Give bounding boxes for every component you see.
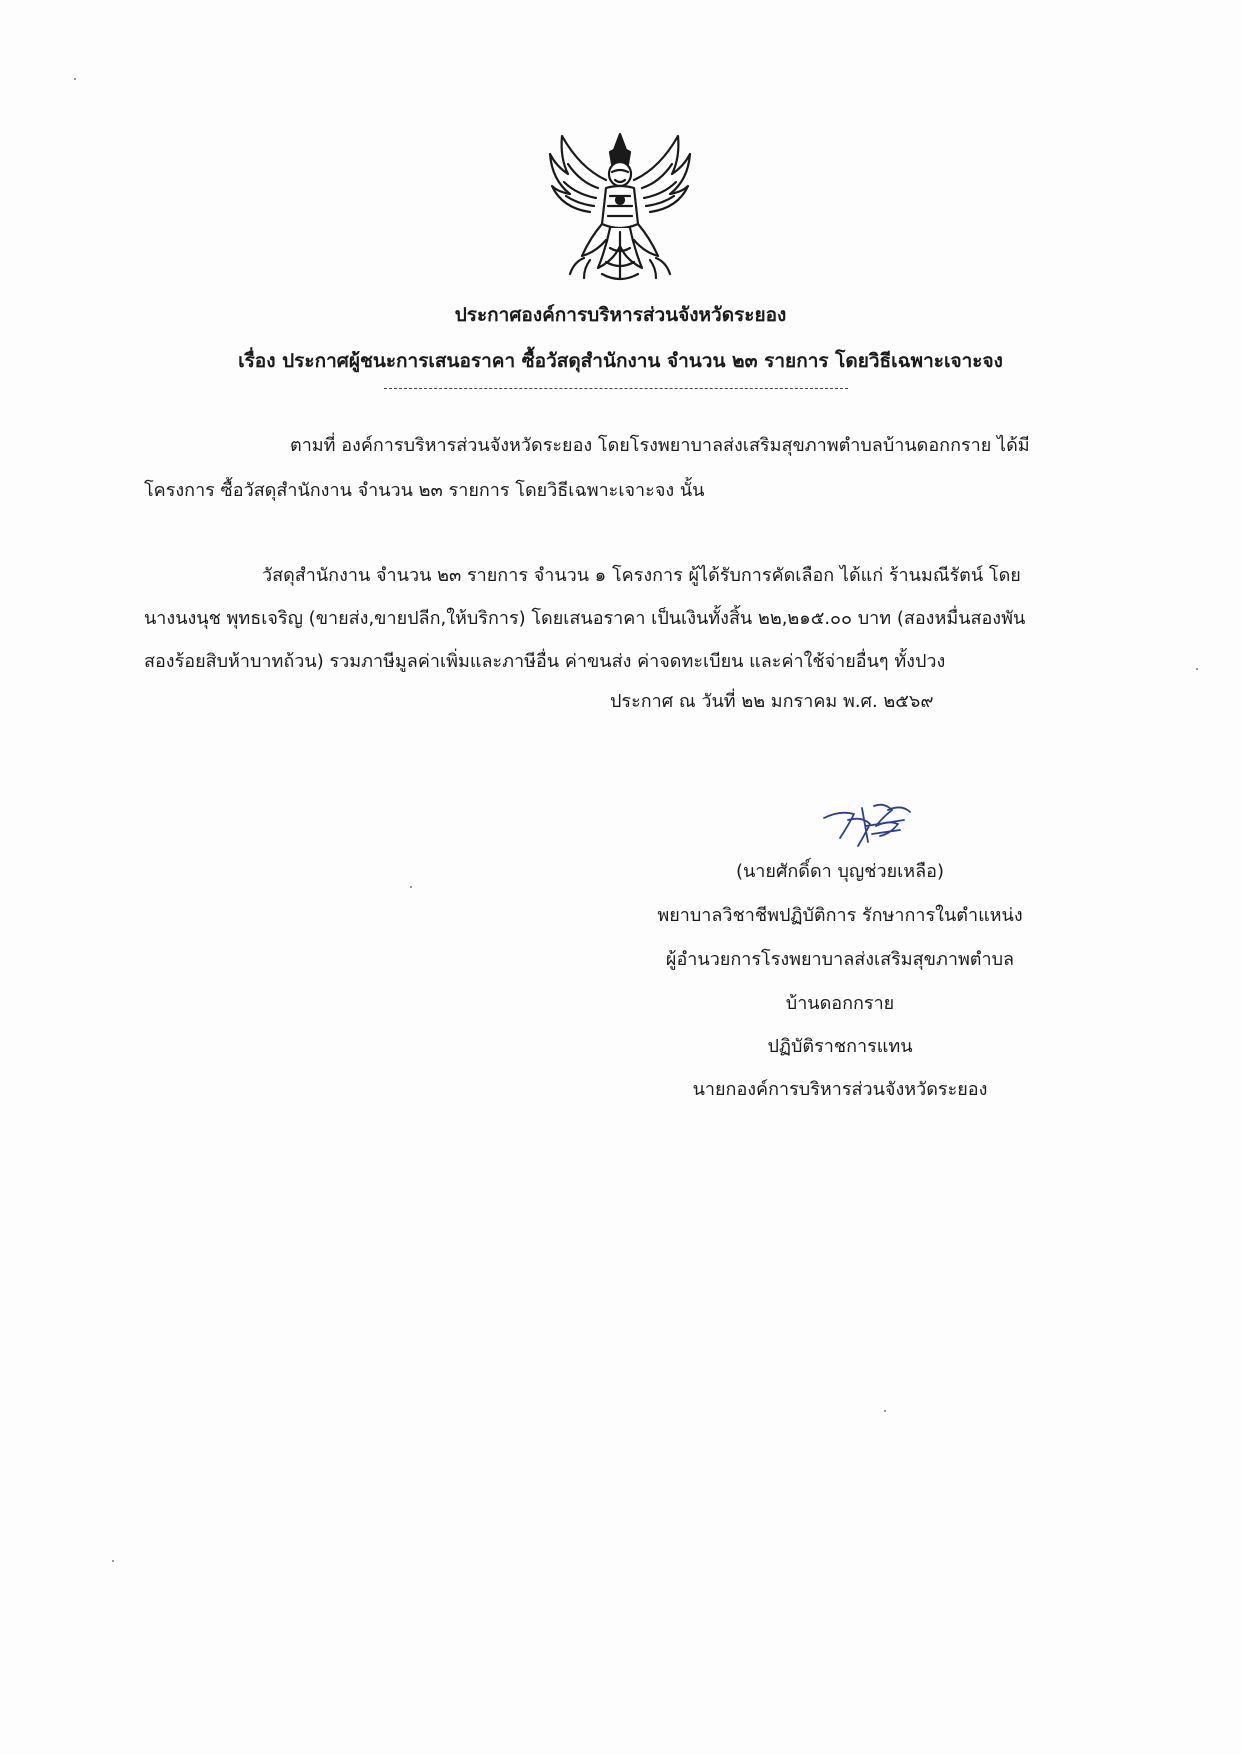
handwritten-signature-icon — [818, 796, 918, 852]
paragraph-2-line-2: นางนงนุช พุทธเจริญ (ขายส่ง,ขายปลีก,ให้บริการ) โดยเสนอราคา เป็นเงินทั้งสิ้น ๒๒,๒๑๕.๐๐ บาท (สองหมื่นสองพัน — [144, 608, 1026, 629]
scan-speck — [112, 1560, 114, 1562]
paragraph-2-line-1: วัสดุสำนักงาน จำนวน ๒๓ รายการ จำนวน ๑ โครงการ ผู้ได้รับการคัดเลือก ได้แก่ ร้านมณีรัตน์ โดย — [262, 565, 1021, 586]
signatory-position-line-4: ปฏิบัติราชการแทน — [767, 1036, 913, 1057]
scan-speck — [884, 1410, 886, 1412]
scan-speck — [410, 886, 412, 888]
paragraph-2-line-3: สองร้อยสิบห้าบาทถ้วน) รวมภาษีมูลค่าเพิ่มและภาษีอื่น ค่าขนส่ง ค่าจดทะเบียน และค่าใช้จ่ายอื่นๆ ทั้งปวง — [144, 651, 946, 672]
scan-speck — [74, 78, 76, 80]
scan-speck — [1196, 668, 1198, 670]
announcement-subject: เรื่อง ประกาศผู้ชนะการเสนอราคา ซื้อวัสดุสำนักงาน จำนวน ๒๓ รายการ โดยวิธีเฉพาะเจาะจง — [238, 350, 1003, 372]
signatory-position-line-1: พยาบาลวิชาชีพปฏิบัติการ รักษาการในตำแหน่ง — [657, 905, 1023, 926]
announcement-title: ประกาศองค์การบริหารส่วนจังหวัดระยอง — [454, 304, 787, 326]
signatory-name: (นายศักดิ์ดา บุญช่วยเหลือ) — [735, 861, 945, 882]
announcement-date: ประกาศ ณ วันที่ ๒๒ มกราคม พ.ศ. ๒๕๖๙ — [610, 691, 934, 712]
paragraph-1-line-2: โครงการ ซื้อวัสดุสำนักงาน จำนวน ๒๓ รายการ โดยวิธีเฉพาะเจาะจง นั้น — [144, 480, 705, 501]
garuda-emblem-icon — [540, 128, 700, 288]
signatory-position-line-5: นายกองค์การบริหารส่วนจังหวัดระยอง — [692, 1079, 988, 1100]
signatory-position-line-3: บ้านดอกกราย — [785, 993, 895, 1014]
header-divider — [384, 388, 848, 389]
signatory-position-line-2: ผู้อำนวยการโรงพยาบาลส่งเสริมสุขภาพตำบล — [665, 949, 1015, 970]
paragraph-1-line-1: ตามที่ องค์การบริหารส่วนจังหวัดระยอง โดยโรงพยาบาลส่งเสริมสุขภาพตำบลบ้านดอกกราย ได้มี — [290, 435, 1030, 456]
